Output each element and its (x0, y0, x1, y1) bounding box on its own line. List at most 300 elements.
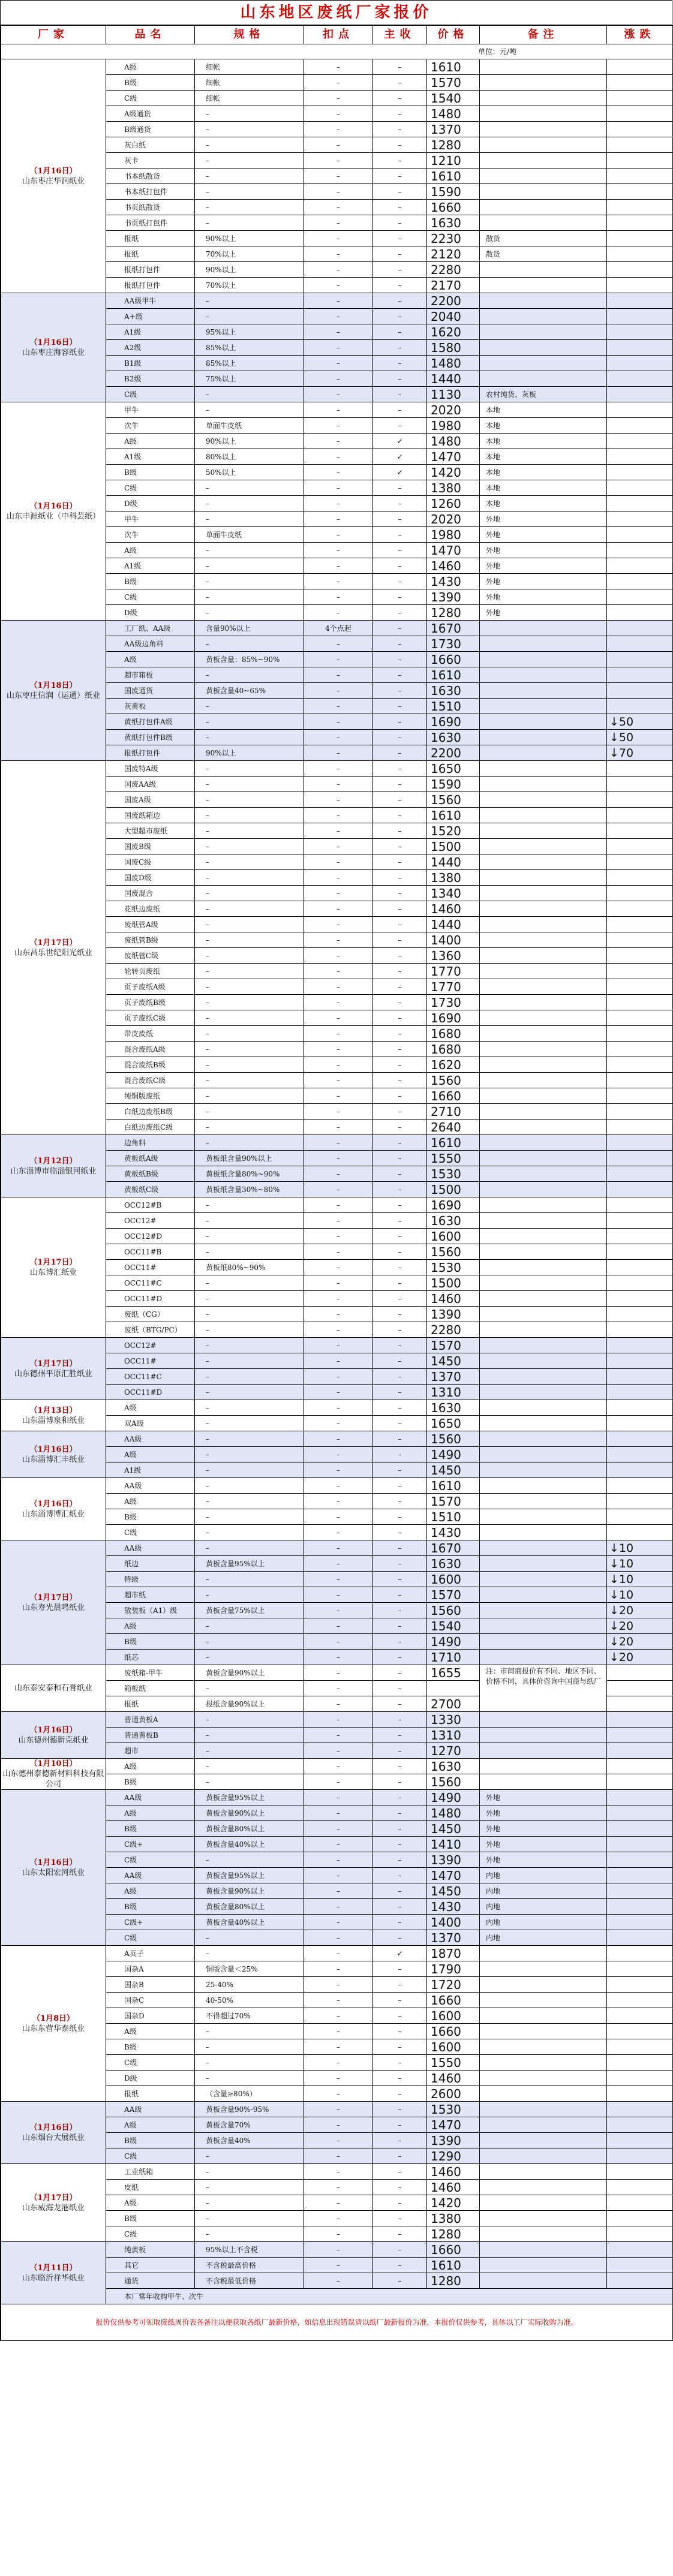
cell-spec: – (195, 496, 304, 511)
cell-note: 外地 (480, 1790, 607, 1805)
cell-note (480, 854, 607, 870)
cell-spec: – (195, 1353, 304, 1369)
cell-change (607, 1322, 673, 1338)
cell-spec: – (195, 1743, 304, 1759)
table-row (1, 1197, 673, 1213)
cell-product: A1级 (106, 449, 195, 465)
cell-spec: – (195, 901, 304, 917)
cell-spec: – (195, 964, 304, 979)
cell-product: B级 (106, 1634, 195, 1650)
cell-deduction: – (304, 356, 373, 371)
cell-note (480, 901, 607, 917)
cell-note: 本地 (480, 449, 607, 465)
cell-spec: – (195, 2211, 304, 2226)
cell-change (607, 699, 673, 714)
cell-deduction: – (304, 2273, 373, 2289)
cell-main-collect: – (373, 2273, 427, 2289)
cell-note (480, 730, 607, 745)
cell-product: 甲牛 (106, 511, 195, 527)
cell-note (480, 1556, 607, 1572)
cell-product: 普通黄板A (106, 1712, 195, 1728)
factory-name: 山东枣庄华润纸业 (22, 176, 85, 186)
cell-change: ↓50 (607, 730, 673, 745)
cell-change (607, 137, 673, 153)
cell-deduction: – (304, 2226, 373, 2242)
cell-main-collect: – (373, 1509, 427, 1525)
factory-cell (1, 2102, 106, 2164)
cell-spec: 90%以上 (195, 434, 304, 449)
cell-price: 2020 (427, 511, 480, 527)
cell-price: 1280 (427, 605, 480, 621)
cell-deduction: – (304, 1042, 373, 1057)
cell-change (607, 979, 673, 995)
cell-deduction: – (304, 1899, 373, 1915)
cell-note (480, 932, 607, 948)
cell-deduction: – (304, 278, 373, 293)
cell-note (480, 2195, 607, 2211)
cell-main-collect: – (373, 1525, 427, 1540)
cell-spec: – (195, 402, 304, 418)
cell-deduction: – (304, 402, 373, 418)
cell-note (480, 1229, 607, 1244)
cell-note (480, 1244, 607, 1260)
cell-product: B级 (106, 2133, 195, 2148)
cell-spec: – (195, 309, 304, 324)
cell-main-collect: – (373, 2071, 427, 2086)
cell-change (607, 1088, 673, 1104)
cell-product: A2级 (106, 340, 195, 356)
cell-price: 1655 (427, 1665, 480, 1681)
cell-change (607, 2086, 673, 2102)
cell-product: C级 (106, 1930, 195, 1946)
cell-spec: – (195, 948, 304, 964)
table-row (1, 1478, 673, 1494)
cell-price: 1380 (427, 870, 480, 886)
cell-change (607, 480, 673, 496)
cell-note: 内地 (480, 1883, 607, 1899)
cell-spec: – (195, 1509, 304, 1525)
cell-deduction: – (304, 434, 373, 449)
cell-change (607, 1852, 673, 1868)
cell-price: 1720 (427, 1977, 480, 1993)
cell-price: 1590 (427, 777, 480, 792)
cell-note (480, 1572, 607, 1587)
cell-change (607, 511, 673, 527)
cell-note (480, 1088, 607, 1104)
cell-spec: 单面牛皮纸 (195, 418, 304, 434)
cell-product: 皮纸 (106, 2180, 195, 2195)
cell-main-collect: – (373, 2086, 427, 2102)
cell-main-collect: – (373, 2164, 427, 2180)
cell-deduction: – (304, 2133, 373, 2148)
cell-change (607, 964, 673, 979)
cell-spec: – (195, 1307, 304, 1322)
cell-change (607, 434, 673, 449)
cell-spec: – (195, 1852, 304, 1868)
cell-note (480, 1291, 607, 1307)
cell-note (480, 2258, 607, 2273)
cell-price: 1460 (427, 1291, 480, 1307)
cell-note (480, 1603, 607, 1618)
cell-product: C级 (106, 91, 195, 106)
cell-product: 其它 (106, 2258, 195, 2273)
cell-change (607, 1993, 673, 2008)
cell-product: AA级 (106, 1431, 195, 1447)
cell-change (607, 1182, 673, 1197)
cell-note (480, 1197, 607, 1213)
cell-change (607, 574, 673, 589)
cell-spec: 90%以上 (195, 262, 304, 278)
cell-deduction: – (304, 1229, 373, 1244)
factory-group (1, 2102, 673, 2164)
cell-price: 2120 (427, 246, 480, 262)
cell-deduction: – (304, 2086, 373, 2102)
cell-note (480, 1026, 607, 1042)
cell-product: B级 (106, 2211, 195, 2226)
cell-note (480, 1993, 607, 2008)
cell-main-collect: – (373, 1166, 427, 1182)
cell-spec: – (195, 839, 304, 854)
cell-product: C级 (106, 2148, 195, 2164)
cell-deduction: – (304, 1696, 373, 1712)
cell-change (607, 2258, 673, 2273)
cell-deduction: – (304, 979, 373, 995)
cell-main-collect: – (373, 2242, 427, 2258)
cell-change (607, 2226, 673, 2242)
cell-product: 报纸 (106, 231, 195, 246)
cell-note (480, 2180, 607, 2195)
cell-change (607, 1696, 673, 1712)
cell-change (607, 1057, 673, 1073)
cell-price: 1280 (427, 137, 480, 153)
cell-note (480, 75, 607, 91)
cell-deduction: – (304, 215, 373, 231)
cell-price: 1390 (427, 1307, 480, 1322)
factory-name: 山东昌乐世纪阳光纸业 (14, 948, 92, 958)
cell-product: C级 (106, 1525, 195, 1540)
cell-main-collect: – (373, 1244, 427, 1260)
cell-spec: 75%以上 (195, 371, 304, 387)
cell-product: A级 (106, 2117, 195, 2133)
cell-deduction: – (304, 1385, 373, 1400)
cell-spec: 黄板纸含量90%以上 (195, 1151, 304, 1166)
cell-price: 1560 (427, 792, 480, 808)
cell-main-collect: – (373, 979, 427, 995)
cell-deduction: – (304, 371, 373, 387)
factory-name: 山东博汇纸业 (29, 1268, 77, 1277)
cell-spec: 黄板含量80%以上 (195, 1821, 304, 1837)
cell-deduction: – (304, 1852, 373, 1868)
cell-main-collect: – (373, 2258, 427, 2273)
cell-deduction: – (304, 1790, 373, 1805)
cell-deduction: – (304, 1868, 373, 1883)
cell-change (607, 465, 673, 480)
cell-note (480, 1712, 607, 1728)
cell-product: OCC11# (106, 1260, 195, 1275)
cell-spec: – (195, 761, 304, 777)
cell-spec: – (195, 1525, 304, 1540)
factory-date: （1月13日） (29, 1406, 77, 1415)
cell-product: A页子 (106, 1946, 195, 1961)
factory-group (1, 2242, 673, 2304)
cell-price: 1660 (427, 200, 480, 215)
cell-product: 白纸边废纸B级 (106, 1104, 195, 1120)
cell-spec: – (195, 1213, 304, 1229)
cell-deduction: – (304, 1540, 373, 1556)
cell-price: 2040 (427, 309, 480, 324)
cell-main-collect: – (373, 1728, 427, 1743)
cell-spec: – (195, 1197, 304, 1213)
cell-change (607, 652, 673, 667)
cell-change (607, 1244, 673, 1260)
cell-product: A1级 (106, 1462, 195, 1478)
cell-note (480, 979, 607, 995)
cell-product: 纸芯 (106, 1650, 195, 1665)
cell-note (480, 1151, 607, 1166)
cell-main-collect: – (373, 1182, 427, 1197)
cell-product: OCC11#B (106, 1244, 195, 1260)
cell-price: 1440 (427, 854, 480, 870)
cell-deduction: – (304, 1961, 373, 1977)
cell-spec: – (195, 1759, 304, 1774)
cell-product: A级 (106, 543, 195, 558)
cell-product: C级 (106, 1852, 195, 1868)
cell-note (480, 106, 607, 122)
cell-spec: – (195, 1042, 304, 1057)
cell-spec: – (195, 511, 304, 527)
cell-product: AA级 (106, 1790, 195, 1805)
cell-note (480, 168, 607, 184)
cell-main-collect: – (373, 1618, 427, 1634)
cell-main-collect: – (373, 153, 427, 168)
cell-deduction: – (304, 1993, 373, 2008)
cell-product: 国废AA级 (106, 777, 195, 792)
cell-price: 1680 (427, 1042, 480, 1057)
cell-price: 1470 (427, 2117, 480, 2133)
cell-price: 1610 (427, 2258, 480, 2273)
cell-product: 灰白纸 (106, 137, 195, 153)
cell-change (607, 777, 673, 792)
cell-note (480, 1010, 607, 1026)
cell-price: 1680 (427, 1026, 480, 1042)
cell-change (607, 418, 673, 434)
cell-spec: – (195, 1244, 304, 1260)
cell-note (480, 1759, 607, 1774)
cell-main-collect: – (373, 2102, 427, 2117)
cell-note: 外地 (480, 574, 607, 589)
cell-price: 1450 (427, 1821, 480, 1837)
cell-main-collect: – (373, 1400, 427, 1416)
cell-product: D级 (106, 496, 195, 511)
cell-change (607, 1338, 673, 1353)
cell-spec: 95%以上不含税 (195, 2242, 304, 2258)
factory-group (1, 1135, 673, 1197)
cell-change: ↓10 (607, 1587, 673, 1603)
cell-spec: 细帐 (195, 91, 304, 106)
cell-deduction: – (304, 1478, 373, 1494)
cell-change (607, 1166, 673, 1182)
cell-deduction: – (304, 1338, 373, 1353)
cell-price: 1370 (427, 1930, 480, 1946)
cell-main-collect: – (373, 777, 427, 792)
cell-change (607, 1431, 673, 1447)
cell-main-collect: – (373, 605, 427, 621)
cell-spec: – (195, 979, 304, 995)
cell-spec: 黄板含量40~65% (195, 683, 304, 699)
cell-deduction: – (304, 792, 373, 808)
cell-note (480, 1587, 607, 1603)
cell-price: 1690 (427, 1197, 480, 1213)
cell-change (607, 1821, 673, 1837)
cell-note (480, 1494, 607, 1509)
cell-note (480, 1338, 607, 1353)
cell-price: 1580 (427, 340, 480, 356)
header-main-collect: 主收 (373, 26, 427, 44)
cell-main-collect: – (373, 1447, 427, 1462)
cell-main-collect: – (373, 1322, 427, 1338)
cell-product: A级 (106, 434, 195, 449)
factory-name: 山东烟台大展纸业 (22, 2133, 85, 2142)
factory-date: （1月17日） (29, 1593, 77, 1602)
cell-spec: – (195, 1712, 304, 1728)
cell-deduction: – (304, 1307, 373, 1322)
cell-note (480, 839, 607, 854)
cell-product: C级+ (106, 1837, 195, 1852)
cell-change (607, 995, 673, 1010)
cell-note (480, 683, 607, 699)
cell-change (607, 823, 673, 839)
cell-deduction: – (304, 839, 373, 854)
cell-product: 报纸打包件 (106, 262, 195, 278)
cell-main-collect: – (373, 1650, 427, 1665)
factory-date: （1月16日） (29, 1725, 77, 1735)
cell-product: OCC11#D (106, 1291, 195, 1307)
cell-main-collect: – (373, 1385, 427, 1400)
cell-price: 1660 (427, 2024, 480, 2039)
cell-price: 1610 (427, 1478, 480, 1494)
cell-product: 散装板（A1）级 (106, 1603, 195, 1618)
table-row (1, 1712, 673, 1728)
cell-note (480, 2133, 607, 2148)
cell-main-collect: ✓ (373, 465, 427, 480)
cell-main-collect: – (373, 761, 427, 777)
cell-change (607, 1073, 673, 1088)
cell-spec: – (195, 1385, 304, 1400)
cell-main-collect: – (373, 1462, 427, 1478)
cell-spec: 单面牛皮纸 (195, 527, 304, 543)
cell-main-collect: – (373, 480, 427, 496)
cell-price: 1660 (427, 652, 480, 667)
cell-note (480, 621, 607, 636)
table-row (1, 1665, 673, 1681)
cell-main-collect: – (373, 917, 427, 932)
price-table (1, 25, 673, 2341)
cell-spec: – (195, 1010, 304, 1026)
cell-deduction: 4个点起 (304, 621, 373, 636)
cell-price: 1510 (427, 1509, 480, 1525)
cell-spec: – (195, 293, 304, 309)
footer-disclaimer: 报价仅供参考可领取废纸周价表各备注以便获取各纸厂最新价格，如信息出现错误请以纸厂最新报价为准，本报价仅供参考，具体以工厂实际收购为准。 (1, 2304, 673, 2341)
cell-product: OCC12# (106, 1338, 195, 1353)
cell-product: 普通黄板B (106, 1728, 195, 1743)
factory-group (1, 761, 673, 1135)
cell-deduction: – (304, 2195, 373, 2211)
cell-product: C级 (106, 2055, 195, 2071)
factory-cell (1, 59, 106, 293)
cell-note (480, 714, 607, 730)
cell-note (480, 1213, 607, 1229)
cell-product: 报纸 (106, 246, 195, 262)
cell-main-collect: – (373, 1026, 427, 1042)
cell-price: 1540 (427, 91, 480, 106)
cell-note (480, 2273, 607, 2289)
cell-price: 1650 (427, 1416, 480, 1431)
cell-price: 2280 (427, 1322, 480, 1338)
cell-product: B级 (106, 1899, 195, 1915)
cell-deduction: – (304, 1431, 373, 1447)
cell-price (427, 1681, 480, 1696)
cell-deduction: – (304, 449, 373, 465)
cell-change (607, 1275, 673, 1291)
factory-group (1, 1478, 673, 1540)
cell-spec: – (195, 792, 304, 808)
table-row (1, 2242, 673, 2258)
cell-main-collect: – (373, 168, 427, 184)
cell-deduction: – (304, 901, 373, 917)
cell-main-collect: – (373, 122, 427, 137)
factory-date: （1月17日） (29, 938, 77, 947)
cell-change (607, 59, 673, 75)
cell-product: 黄板纸A级 (106, 1151, 195, 1166)
cell-price: 1400 (427, 932, 480, 948)
cell-main-collect: – (373, 652, 427, 667)
cell-product: 纯黄板 (106, 2242, 195, 2258)
cell-change (607, 2273, 673, 2289)
cell-deduction: – (304, 309, 373, 324)
cell-spec: 黄板含量90%-95% (195, 2102, 304, 2117)
cell-product: 通货 (106, 2273, 195, 2289)
cell-price: 1790 (427, 1961, 480, 1977)
cell-product: 国杂A (106, 1961, 195, 1977)
cell-note (480, 309, 607, 324)
factory-group (1, 1197, 673, 1338)
factory-date: （1月10日） (29, 1759, 77, 1768)
cell-price: 1610 (427, 1135, 480, 1151)
cell-change (607, 2008, 673, 2024)
cell-spec: – (195, 2195, 304, 2211)
cell-note (480, 1618, 607, 1634)
cell-deduction: – (304, 605, 373, 621)
cell-main-collect: ✓ (373, 449, 427, 465)
cell-note (480, 2039, 607, 2055)
cell-price: 1670 (427, 1540, 480, 1556)
cell-product: 书本纸散货 (106, 168, 195, 184)
cell-main-collect: – (373, 2133, 427, 2148)
cell-main-collect: – (373, 496, 427, 511)
cell-price: 1770 (427, 979, 480, 995)
factory-cell (1, 2164, 106, 2242)
cell-main-collect: – (373, 200, 427, 215)
cell-main-collect: – (373, 1930, 427, 1946)
cell-price: 1630 (427, 683, 480, 699)
cell-spec: – (195, 122, 304, 137)
cell-note: 本地 (480, 418, 607, 434)
cell-price: 1310 (427, 1385, 480, 1400)
cell-price: 1460 (427, 558, 480, 574)
cell-product: B2级 (106, 371, 195, 387)
cell-price: 1600 (427, 2008, 480, 2024)
cell-note: 内地 (480, 1930, 607, 1946)
